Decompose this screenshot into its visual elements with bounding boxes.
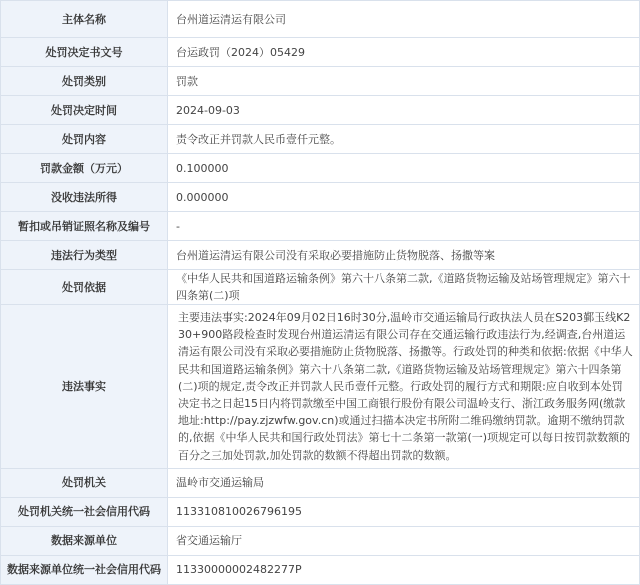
row-value-penalty-authority: 温岭市交通运输局 <box>168 468 640 497</box>
table-row <box>1 38 640 67</box>
row-value-penalty-content: 责令改正并罚款人民币壹仟元整。 <box>168 125 640 154</box>
row-value-source-credit-code: 11330000002482277P <box>168 555 640 584</box>
table-row <box>1 154 640 183</box>
row-label-subject-name: 主体名称 <box>1 1 168 38</box>
row-value-authority-credit-code: 113310810026796195 <box>168 497 640 526</box>
table-row <box>1 468 640 497</box>
row-value-violation-type: 台州道运清运有限公司没有采取必要措施防止货物脱落、扬撒等案 <box>168 241 640 270</box>
table-row <box>1 212 640 241</box>
row-value-violation-facts: 主要违法事实:2024年09月02日16时30分,温岭市交通运输局行政执法人员在S203鄞玉线K230+900路段检查时发现台州道运清运有限公司存在交通运输行政违法行为,经调查,台州道运清运有限公司没有采取必要措施防止货物脱落、扬撒等。行政处罚的种类和依据:依据《中华人民共和国道路运输条例》第六十八条第二款,《道路货物运输及站场管理规定》第六十四条第(二)项的规定,责令改正并罚款人民币壹仟元整。行政处罚的履行方式和期限:应自收到本处罚决定书之日起15日内将罚款缴至中国工商银行股份有限公司温岭支行、浙江政务服务网(缴款地址:http://pay.zjzwfw.gov.cn)或通过扫描本决定书所附二维码缴纳罚款。逾期不缴纳罚款的,依据《中华人民共和国行政处罚法》第七十二条第一款第(一)项规定可以每日按罚款数额的百分之三加处罚款,加处罚款的数额不得超出罚款的数额。 <box>168 305 640 469</box>
row-label-violation-type: 违法行为类型 <box>1 241 168 270</box>
table-row <box>1 555 640 584</box>
table-row <box>1 67 640 96</box>
table-row <box>1 183 640 212</box>
table-row <box>1 125 640 154</box>
table-row <box>1 305 640 469</box>
row-value-confiscated-income: 0.000000 <box>168 183 640 212</box>
table-row <box>1 1 640 38</box>
row-label-decision-number: 处罚决定书文号 <box>1 38 168 67</box>
row-label-authority-credit-code: 处罚机关统一社会信用代码 <box>1 497 168 526</box>
row-label-violation-facts: 违法事实 <box>1 305 168 469</box>
row-label-confiscated-income: 没收违法所得 <box>1 183 168 212</box>
row-label-penalty-content: 处罚内容 <box>1 125 168 154</box>
table-row <box>1 497 640 526</box>
table-row <box>1 270 640 305</box>
row-value-decision-number: 台运政罚（2024）05429 <box>168 38 640 67</box>
row-label-decision-date: 处罚决定时间 <box>1 96 168 125</box>
table-row <box>1 241 640 270</box>
row-value-data-source: 省交通运输厅 <box>168 526 640 555</box>
table-row <box>1 96 640 125</box>
row-label-license-suspension: 暂扣或吊销证照名称及编号 <box>1 212 168 241</box>
row-label-penalty-category: 处罚类别 <box>1 67 168 96</box>
row-label-penalty-basis: 处罚依据 <box>1 270 168 305</box>
row-label-penalty-authority: 处罚机关 <box>1 468 168 497</box>
row-label-source-credit-code: 数据来源单位统一社会信用代码 <box>1 555 168 584</box>
table-row <box>1 526 640 555</box>
row-value-decision-date: 2024-09-03 <box>168 96 640 125</box>
row-value-fine-amount: 0.100000 <box>168 154 640 183</box>
row-value-license-suspension: - <box>168 212 640 241</box>
row-label-data-source: 数据来源单位 <box>1 526 168 555</box>
row-value-subject-name: 台州道运清运有限公司 <box>168 1 640 38</box>
row-value-penalty-basis: 《中华人民共和国道路运输条例》第六十八条第二款,《道路货物运输及站场管理规定》第六十四条第(二)项 <box>168 270 640 305</box>
row-value-penalty-category: 罚款 <box>168 67 640 96</box>
row-label-fine-amount: 罚款金额（万元） <box>1 154 168 183</box>
